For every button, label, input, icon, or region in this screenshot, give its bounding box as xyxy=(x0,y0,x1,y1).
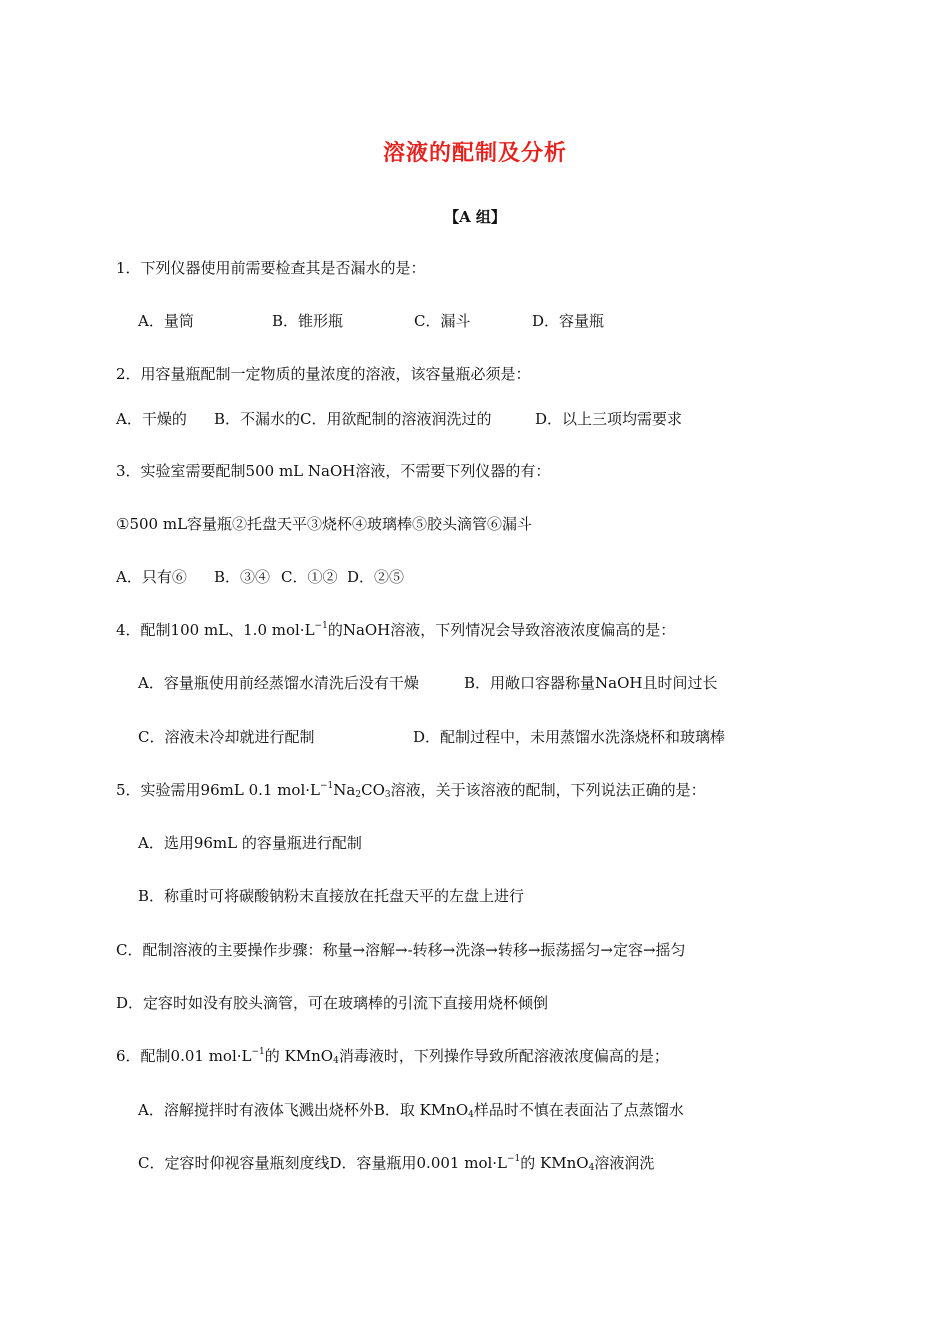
question-3-items: ①500 mL容量瓶②托盘天平③烧杯④玻璃棒⑤胶头滴管⑥漏斗 xyxy=(116,515,533,533)
q4-stem-pre: 4．配制100 mL、1.0 mol·L xyxy=(116,621,315,639)
question-2-stem: 2．用容量瓶配制一定物质的量浓度的溶液，该容量瓶必须是： xyxy=(116,365,531,383)
q3-option-c: C．①② xyxy=(281,568,338,586)
q6-option-cd-pre: C．定容时仰视容量瓶刻度线D．容量瓶用0.001 mol·L xyxy=(138,1154,507,1172)
q5-stem-post: 溶液，关于该溶液的配制，下列说法正确的是： xyxy=(390,781,706,799)
question-6-stem xyxy=(116,1046,669,1066)
q6-cd-subscript: 4 xyxy=(588,1163,595,1173)
q1-option-a: A．量筒 xyxy=(138,312,194,330)
document-title: 溶液的配制及分析 xyxy=(382,140,567,166)
q2-option-d: D．以上三项均需要求 xyxy=(535,410,683,428)
q6-option-ab-post: 样品时不慎在表面沾了点蒸馏水 xyxy=(473,1101,684,1119)
q6-option-cd-post: 溶液润洗 xyxy=(594,1154,655,1172)
question-4-options-cd xyxy=(138,727,725,747)
q6-option-ab-pre: A．溶解搅拌时有液体飞溅出烧杯外B．取 KMnO xyxy=(138,1101,469,1119)
q6-superscript: −1 xyxy=(251,1047,265,1057)
question-2-options xyxy=(116,409,682,429)
q1-option-d: D．容量瓶 xyxy=(532,312,605,330)
q4-option-b: B．用敞口容器称量NaOH且时间过长 xyxy=(464,674,718,692)
q6-option-cd-mid: 的 KMnO xyxy=(520,1154,589,1172)
question-5-stem xyxy=(116,780,706,800)
question-4-stem xyxy=(116,620,675,640)
question-1-stem: 1．下列仪器使用前需要检查其是否漏水的是： xyxy=(116,259,426,277)
q5-option-c: C．配制溶液的主要操作步骤：称量→溶解→-转移→洗涤→转移→振荡摇匀→定容→摇匀 xyxy=(116,941,686,959)
q5-formula-na: Na xyxy=(333,781,356,799)
q4-superscript: −1 xyxy=(314,621,328,631)
q2-option-bc: B．不漏水的C．用欲配制的溶液润洗过的 xyxy=(214,410,492,428)
q6-options-ab xyxy=(138,1100,684,1120)
q5-option-d: D．定容时如没有胶头滴管，可在玻璃棒的引流下直接用烧杯倾倒 xyxy=(116,994,549,1012)
q6-stem-mid: 的 KMnO xyxy=(264,1047,334,1065)
q6-cd-superscript: −1 xyxy=(507,1154,521,1164)
q5-option-b: B．称重时可将碳酸钠粉末直接放在托盘天平的左盘上进行 xyxy=(138,887,525,905)
q5-formula-co: CO xyxy=(361,781,385,799)
question-4-options-ab xyxy=(138,673,717,693)
q4-stem-post: 的NaOH溶液，下列情况会导致溶液浓度偏高的是： xyxy=(327,621,676,639)
question-1-options xyxy=(138,311,604,331)
question-3-options xyxy=(116,567,404,587)
q3-option-d: D．②⑤ xyxy=(347,568,405,586)
q6-options-cd xyxy=(138,1153,654,1173)
q1-option-c: C．漏斗 xyxy=(414,312,471,330)
q5-option-a: A．选用96mL 的容量瓶进行配制 xyxy=(138,834,362,852)
q4-option-d: D．配制过程中，未用蒸馏水洗涤烧杯和玻璃棒 xyxy=(413,728,726,746)
q6-ab-subscript: 4 xyxy=(468,1110,474,1120)
q6-stem-pre: 6．配制0.01 mol·L xyxy=(116,1047,252,1065)
q5-subscript-2: 3 xyxy=(384,790,391,800)
q5-subscript-1: 2 xyxy=(355,790,362,800)
q4-option-a: A．容量瓶使用前经蒸馏水清洗后没有干燥 xyxy=(138,674,419,692)
q1-option-b: B．锥形瓶 xyxy=(272,312,344,330)
question-3-stem: 3．实验室需要配制500 mL NaOH溶液，不需要下列仪器的有： xyxy=(116,462,551,480)
q5-superscript: −1 xyxy=(320,781,334,791)
q3-option-a: A．只有⑥ xyxy=(116,568,187,586)
q3-option-b: B．③④ xyxy=(214,568,271,586)
q6-stem-post: 消毒液时，下列操作导致所配溶液浓度偏高的是； xyxy=(338,1047,669,1065)
q6-subscript: 4 xyxy=(333,1056,339,1066)
q2-option-a: A．干燥的 xyxy=(116,410,187,428)
q4-option-c: C．溶液未冷却就进行配制 xyxy=(138,728,315,746)
group-heading: 【A 组】 xyxy=(444,208,506,226)
q5-stem-pre: 5．实验需用96mL 0.1 mol·L xyxy=(116,781,320,799)
